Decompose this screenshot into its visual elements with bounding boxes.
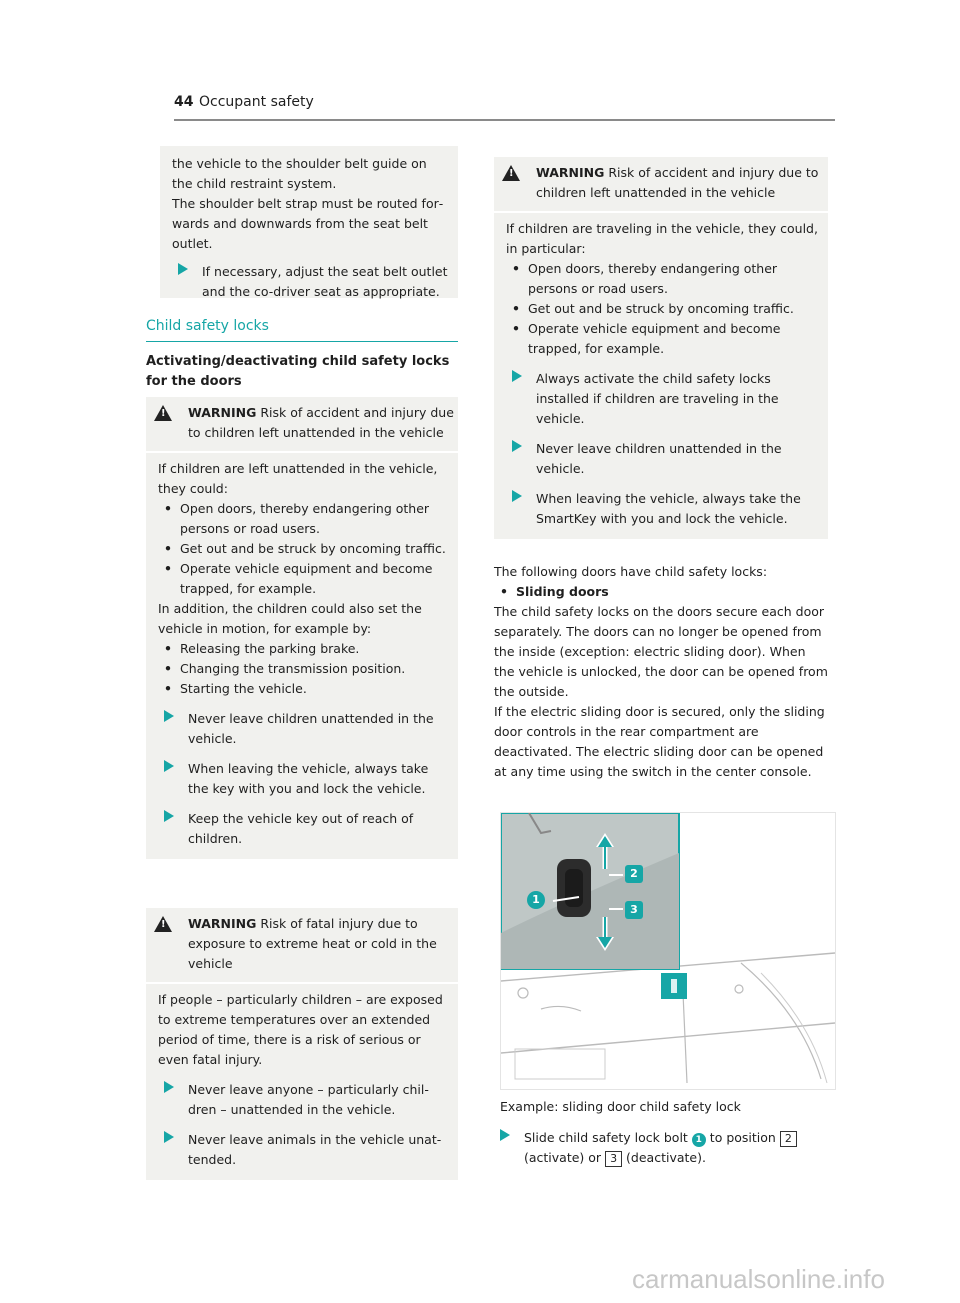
warning-intro-2: If people – particularly children – are exposed to extreme temperatures over an extended period of time, there is a risk of serious or even fatal injury. (158, 992, 443, 1067)
position-3-marker: 3 (605, 1151, 622, 1167)
list-item: • Get out and be struck by oncoming traffic. (158, 539, 448, 559)
list-item: • Open doors, thereby endangering other persons or road users. (506, 259, 818, 299)
list-item: • Operate vehicle equipment and become trapped, for example. (506, 319, 818, 359)
callout-2: 2 (625, 865, 643, 883)
warning-box-3 (494, 157, 828, 539)
list-item: • Operate vehicle equipment and become trapped, for example. (158, 559, 448, 599)
list-item: • Get out and be struck by oncoming traffic. (506, 299, 818, 319)
intro-text-1: the vehicle to the shoulder belt guide on the child restraint system. (172, 156, 427, 191)
warning-step: Always activate the child safety locks installed if children are traveling in the vehicle. (506, 369, 818, 429)
figure-caption: Example: sliding door child safety lock (500, 1099, 741, 1114)
intro-box (160, 146, 458, 298)
warning-middle-1: In addition, the children could also set the vehicle in motion, for example by: (158, 601, 422, 636)
warning-icon (154, 405, 172, 421)
warning-intro-3: If children are traveling in the vehicle, they could, in particular: (506, 221, 818, 256)
warning-step: When leaving the vehicle, always take the SmartKey with you and lock the vehicle. (506, 489, 818, 529)
step-arrow-icon (512, 440, 522, 452)
subheading: Activating/deactivating child safety locks for the doors (146, 354, 450, 389)
callout-3: 3 (625, 901, 643, 919)
list-item: • Releasing the parking brake. (158, 639, 448, 659)
section-rule (146, 341, 458, 342)
final-step: Slide child safety lock bolt 1 to position 2 (activate) or 3 (deactivate). (494, 1128, 858, 1168)
callout-1-inline: 1 (692, 1133, 706, 1147)
doors-text-1: The child safety locks on the doors secure each door separately. The doors can no longer be opened from the inside (exception: electric sliding door). When the vehicle is unlocked, the door can be opened from the outside. (494, 604, 828, 699)
warning-step: Never leave children unattended in the vehicle. (506, 439, 818, 479)
step-arrow-icon (164, 760, 174, 772)
step-arrow-icon (164, 1131, 174, 1143)
watermark: carmanualsonline.info (632, 1264, 885, 1294)
warning-header-3: ! WARNING Risk of accident and injury due to children left unattended in the vehicle (494, 157, 828, 211)
step-arrow-icon (164, 710, 174, 722)
list-item: • Starting the vehicle. (158, 679, 448, 699)
step-arrow-icon (164, 1081, 174, 1093)
list-item: • Changing the transmission position. (158, 659, 448, 679)
section-title: Child safety locks (146, 318, 269, 334)
warning-box-1 (146, 397, 458, 859)
doors-intro: The following doors have child safety locks: (494, 564, 768, 579)
warning-icon (502, 165, 520, 181)
list-item: • Open doors, thereby endangering other persons or road users. (158, 499, 448, 539)
step-arrow-icon (500, 1129, 510, 1141)
page-number: 44 (174, 94, 194, 110)
warning-header-2: ! WARNING Risk of fatal injury due to exposure to extreme heat or cold in the vehicle (146, 908, 458, 982)
header-rule (174, 119, 835, 121)
step-arrow-icon (512, 490, 522, 502)
doors-section (494, 562, 828, 782)
callout-1: 1 (527, 891, 545, 909)
step-arrow-icon (512, 370, 522, 382)
warning-step: Never leave anyone – particularly children – unattended in the vehicle. (158, 1080, 448, 1120)
list-item: • Sliding doors (494, 582, 828, 602)
page-title: Occupant safety (199, 94, 314, 110)
intro-step: If necessary, adjust the seat belt outlet and the co-driver seat as appropriate. (172, 262, 448, 302)
doors-text-2: If the electric sliding door is secured, only the sliding door controls in the rear compartment are deactivated. The electric sliding door can be opened at any time using the switch in the center console. (494, 704, 825, 779)
warning-step: Never leave animals in the vehicle unattended. (158, 1130, 448, 1170)
sliding-door-figure (500, 812, 836, 1090)
warning-header-1: ! WARNING Risk of accident and injury due to children left unattended in the vehicle (146, 397, 458, 451)
warning-step: Keep the vehicle key out of reach of children. (158, 809, 448, 849)
intro-text-2: The shoulder belt strap must be routed forwards and downwards from the seat belt outlet. (172, 196, 444, 251)
warning-intro-1: If children are left unattended in the vehicle, they could: (158, 461, 438, 496)
warning-box-2 (146, 908, 458, 1180)
step-arrow-icon (178, 263, 188, 275)
warning-step: When leaving the vehicle, always take the key with you and lock the vehicle. (158, 759, 448, 799)
warning-step: Never leave children unattended in the vehicle. (158, 709, 448, 749)
position-2-marker: 2 (780, 1131, 797, 1147)
sliding-door-illustration (501, 813, 835, 1089)
warning-icon (154, 916, 172, 932)
step-arrow-icon (164, 810, 174, 822)
